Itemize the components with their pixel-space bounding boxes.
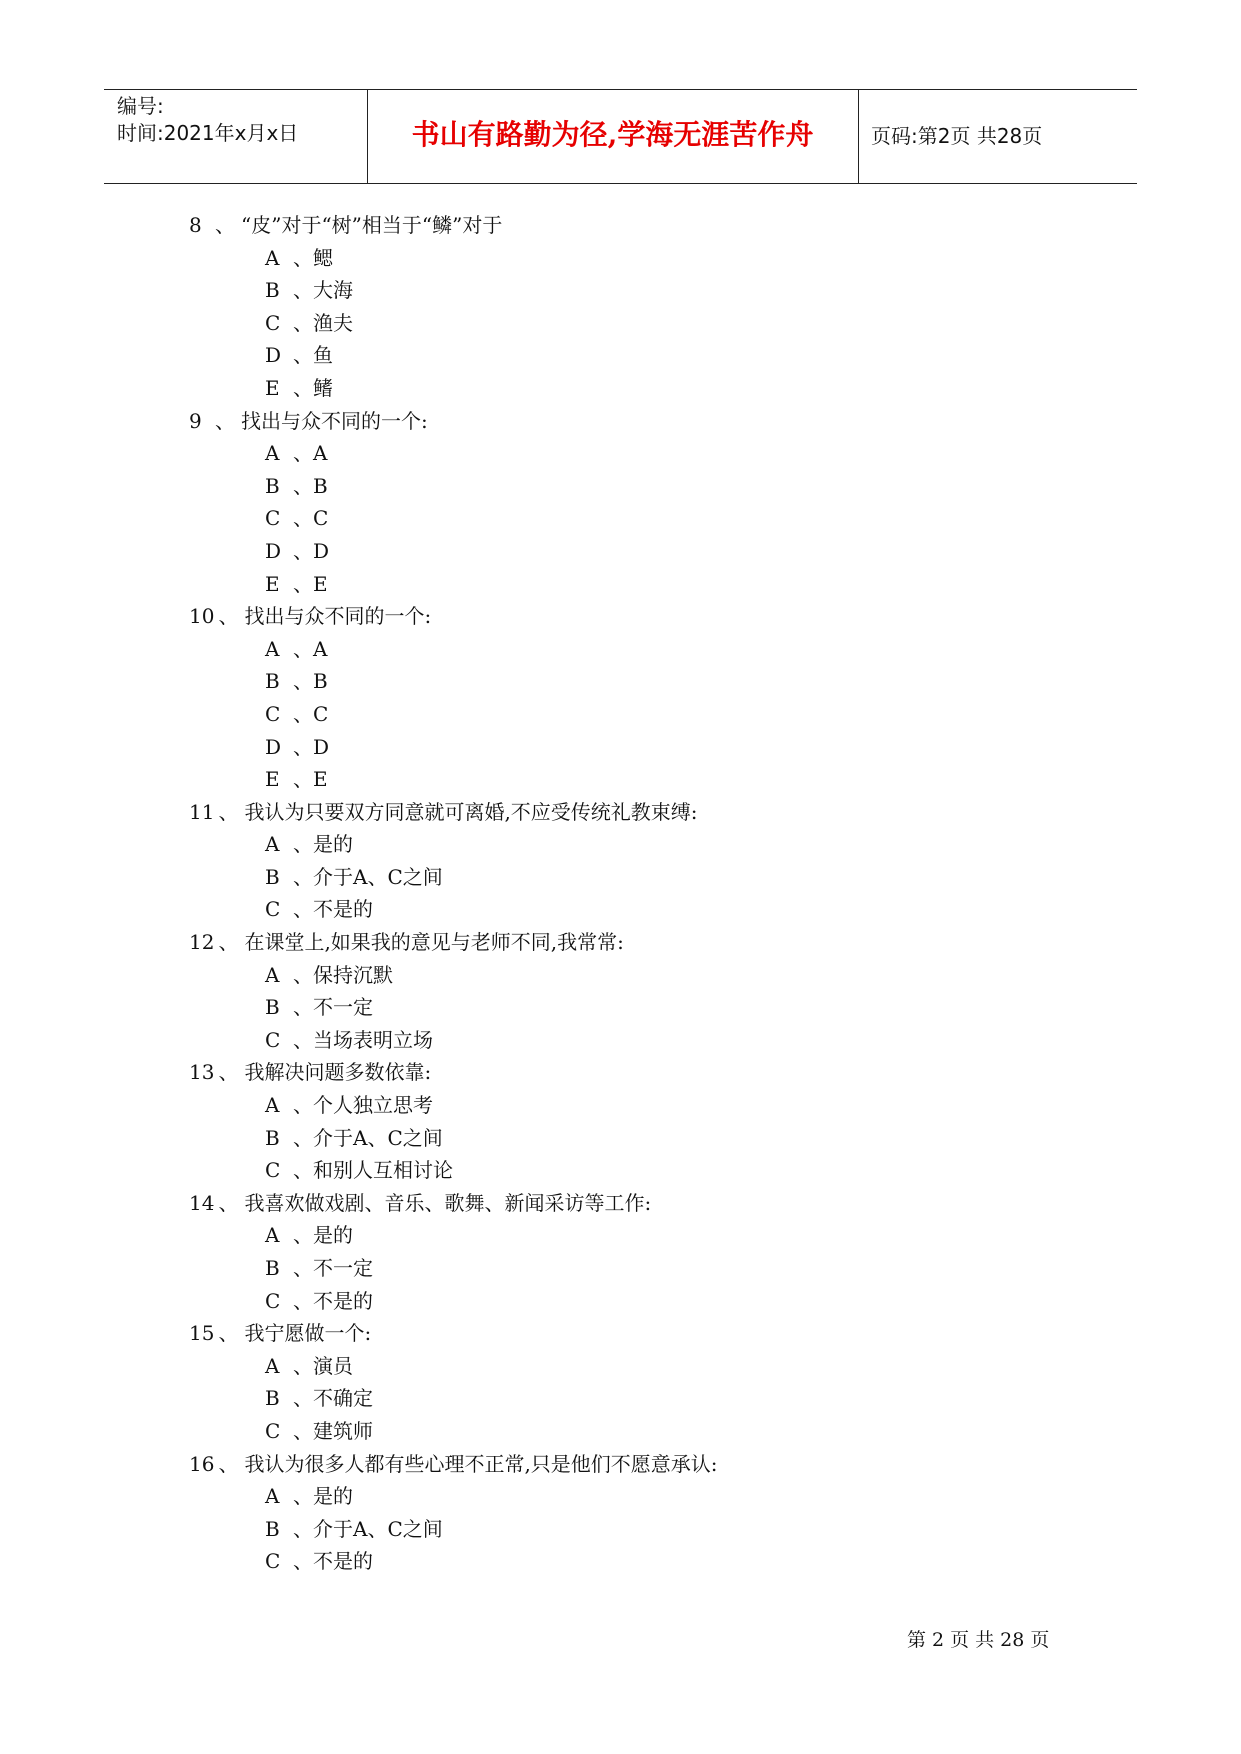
question-number: 13 — [189, 1060, 215, 1085]
option-letter: D — [265, 538, 282, 563]
option-letter: C — [265, 701, 281, 726]
option-letter: A — [265, 1223, 280, 1248]
option-separator: 、 — [293, 767, 313, 792]
option-letter: B — [265, 1516, 280, 1541]
option-line — [0, 1419, 1241, 1452]
option-separator: 、 — [293, 375, 313, 400]
option-line — [0, 246, 1241, 279]
option-line — [0, 865, 1241, 898]
option-separator: 、 — [293, 473, 313, 498]
question-list — [0, 213, 1241, 1582]
option-line — [0, 1289, 1241, 1322]
option-line — [0, 376, 1241, 409]
option-line — [0, 311, 1241, 344]
question-number: 10 — [189, 604, 215, 629]
option-text: 是的 — [313, 832, 353, 857]
option-letter: C — [265, 897, 281, 922]
option-text: 介于A、C之间 — [313, 864, 443, 889]
option-separator: 、 — [293, 832, 313, 857]
option-line — [0, 1028, 1241, 1061]
option-separator: 、 — [293, 1223, 313, 1248]
option-separator: 、 — [293, 1386, 313, 1411]
question-text: “皮”对于“树”相当于“鳞”对于 — [241, 213, 503, 237]
option-separator: 、 — [293, 310, 313, 335]
option-text: 个人独立思考 — [313, 1093, 433, 1118]
option-line — [0, 1517, 1241, 1550]
option-text: 演员 — [313, 1353, 353, 1378]
time-text: 时间:2021年x月x日 — [117, 121, 299, 145]
option-line — [0, 669, 1241, 702]
option-letter: A — [265, 1353, 280, 1378]
header-page-cell — [858, 90, 1137, 183]
option-letter: C — [265, 1027, 281, 1052]
option-text: 和别人互相讨论 — [313, 1158, 453, 1183]
option-letter: A — [265, 441, 280, 466]
option-separator: 、 — [293, 506, 313, 531]
option-separator: 、 — [293, 995, 313, 1020]
option-line — [0, 963, 1241, 996]
option-line — [0, 1386, 1241, 1419]
option-text: C — [313, 506, 329, 531]
option-separator: 、 — [293, 1093, 313, 1118]
option-letter: A — [265, 962, 280, 987]
option-letter: D — [265, 734, 282, 759]
option-letter: C — [265, 1288, 281, 1313]
option-text: E — [313, 767, 328, 792]
option-line — [0, 1354, 1241, 1387]
question-text: 我解决问题多数依靠: — [244, 1060, 432, 1085]
question-separator: 、 — [215, 213, 235, 237]
option-text: B — [313, 669, 328, 694]
question-separator: 、 — [218, 1451, 239, 1476]
option-letter: B — [265, 864, 280, 889]
option-separator: 、 — [293, 245, 313, 270]
question-text: 找出与众不同的一个: — [241, 408, 428, 433]
option-text: C — [313, 701, 329, 726]
question-line — [0, 409, 1241, 442]
option-text: 鳃 — [313, 245, 333, 270]
question-line — [0, 1452, 1241, 1485]
question-line — [0, 800, 1241, 833]
option-separator: 、 — [293, 571, 313, 596]
option-line — [0, 637, 1241, 670]
question-number: 9 — [189, 408, 202, 433]
footer-total-pages: 28 — [1000, 1629, 1025, 1651]
option-letter: E — [265, 375, 280, 400]
option-letter: B — [265, 1386, 280, 1411]
option-separator: 、 — [293, 669, 313, 694]
question-separator: 、 — [218, 1190, 239, 1215]
option-line — [0, 1549, 1241, 1582]
option-text: A — [313, 441, 328, 466]
option-separator: 、 — [293, 1158, 313, 1183]
question-separator: 、 — [218, 930, 239, 955]
option-separator: 、 — [293, 864, 313, 889]
question-separator: 、 — [218, 799, 239, 824]
option-text: 不是的 — [313, 897, 373, 922]
option-separator: 、 — [293, 1125, 313, 1150]
footer-prefix: 第 — [907, 1629, 927, 1651]
option-text: A — [313, 636, 328, 661]
footer-page-number: 2 — [932, 1629, 945, 1651]
option-line — [0, 1484, 1241, 1517]
option-letter: A — [265, 832, 280, 857]
option-line — [0, 735, 1241, 768]
question-text: 我宁愿做一个: — [244, 1321, 372, 1346]
footer-middle: 页 共 — [950, 1629, 995, 1651]
option-separator: 、 — [293, 538, 313, 563]
option-letter: A — [265, 245, 280, 270]
option-letter: E — [265, 767, 280, 792]
option-text: 大海 — [313, 278, 353, 303]
option-text: 不一定 — [313, 995, 373, 1020]
question-text: 在课堂上,如果我的意见与老师不同,我常常: — [244, 930, 624, 955]
option-text: 介于A、C之间 — [313, 1516, 443, 1541]
question-line — [0, 604, 1241, 637]
option-letter: A — [265, 636, 280, 661]
option-letter: C — [265, 1549, 281, 1574]
option-separator: 、 — [293, 278, 313, 303]
option-text: B — [313, 473, 328, 498]
option-line — [0, 506, 1241, 539]
option-separator: 、 — [293, 962, 313, 987]
option-separator: 、 — [293, 1288, 313, 1313]
option-separator: 、 — [293, 734, 313, 759]
option-separator: 、 — [293, 1353, 313, 1378]
option-letter: A — [265, 1484, 280, 1509]
header-info-cell — [104, 90, 368, 183]
question-number: 11 — [189, 799, 215, 824]
question-separator: 、 — [218, 1060, 239, 1085]
option-separator: 、 — [293, 1484, 313, 1509]
motto-text: 书山有路勤为径,学海无涯苦作舟 — [411, 118, 814, 151]
option-text: 当场表明立场 — [313, 1027, 433, 1052]
question-number: 14 — [189, 1190, 215, 1215]
question-number: 12 — [189, 930, 215, 955]
option-text: 不是的 — [313, 1549, 373, 1574]
option-text: D — [313, 734, 330, 759]
header-page-info: 页码:第2页 共28页 — [871, 124, 1043, 148]
document-header — [104, 89, 1137, 184]
question-line — [0, 1191, 1241, 1224]
option-line — [0, 1158, 1241, 1191]
option-letter: C — [265, 1158, 281, 1183]
option-letter: B — [265, 1256, 280, 1280]
question-line — [0, 1060, 1241, 1093]
option-letter: B — [265, 1125, 280, 1150]
option-line — [0, 343, 1241, 376]
option-text: 介于A、C之间 — [313, 1125, 443, 1150]
option-letter: B — [265, 669, 280, 694]
option-separator: 、 — [293, 1516, 313, 1541]
option-text: 不是的 — [313, 1288, 373, 1313]
question-number: 8 — [189, 213, 202, 237]
option-line — [0, 1093, 1241, 1126]
option-letter: B — [265, 995, 280, 1020]
option-separator: 、 — [293, 441, 313, 466]
option-line — [0, 539, 1241, 572]
option-text: 不确定 — [313, 1386, 373, 1411]
option-text: 鱼 — [313, 343, 333, 368]
option-line — [0, 1126, 1241, 1159]
option-text: 保持沉默 — [313, 962, 393, 987]
option-letter: C — [265, 310, 281, 335]
option-letter: A — [265, 1093, 280, 1118]
option-letter: B — [265, 473, 280, 498]
header-motto-cell — [367, 90, 859, 183]
option-line — [0, 1256, 1241, 1289]
option-line — [0, 767, 1241, 800]
question-line — [0, 213, 1241, 246]
option-line — [0, 897, 1241, 930]
option-line — [0, 995, 1241, 1028]
option-text: 建筑师 — [313, 1418, 373, 1443]
option-line — [0, 832, 1241, 865]
question-text: 我认为很多人都有些心理不正常,只是他们不愿意承认: — [244, 1451, 718, 1476]
question-text: 找出与众不同的一个: — [244, 604, 432, 629]
option-line — [0, 474, 1241, 507]
option-text: D — [313, 538, 330, 563]
option-separator: 、 — [293, 343, 313, 368]
option-separator: 、 — [293, 636, 313, 661]
question-text: 我喜欢做戏剧、音乐、歌舞、新闻采访等工作: — [244, 1190, 652, 1215]
question-text: 我认为只要双方同意就可离婚,不应受传统礼教束缚: — [244, 799, 698, 824]
serial-label: 编号: — [117, 94, 164, 118]
option-letter: C — [265, 1418, 281, 1443]
option-letter: B — [265, 278, 280, 303]
option-separator: 、 — [293, 701, 313, 726]
option-line — [0, 572, 1241, 605]
option-text: 是的 — [313, 1223, 353, 1248]
question-separator: 、 — [215, 408, 235, 433]
question-number: 16 — [189, 1451, 215, 1476]
option-separator: 、 — [293, 1027, 313, 1052]
question-number: 15 — [189, 1321, 215, 1346]
option-line — [0, 1223, 1241, 1256]
footer-suffix: 页 — [1030, 1629, 1050, 1651]
option-text: 不一定 — [313, 1256, 373, 1280]
option-line — [0, 441, 1241, 474]
option-separator: 、 — [293, 897, 313, 922]
option-line — [0, 702, 1241, 735]
question-separator: 、 — [218, 1321, 239, 1346]
option-text: 渔夫 — [313, 310, 353, 335]
page-footer — [907, 1628, 1055, 1652]
question-separator: 、 — [218, 604, 239, 629]
option-separator: 、 — [293, 1549, 313, 1574]
question-line — [0, 930, 1241, 963]
option-text: 是的 — [313, 1484, 353, 1509]
option-text: E — [313, 571, 328, 596]
option-line — [0, 278, 1241, 311]
option-letter: C — [265, 506, 281, 531]
option-text: 鳍 — [313, 375, 333, 400]
question-line — [0, 1321, 1241, 1354]
option-separator: 、 — [293, 1256, 313, 1280]
option-letter: D — [265, 343, 282, 368]
option-separator: 、 — [293, 1418, 313, 1443]
option-letter: E — [265, 571, 280, 596]
